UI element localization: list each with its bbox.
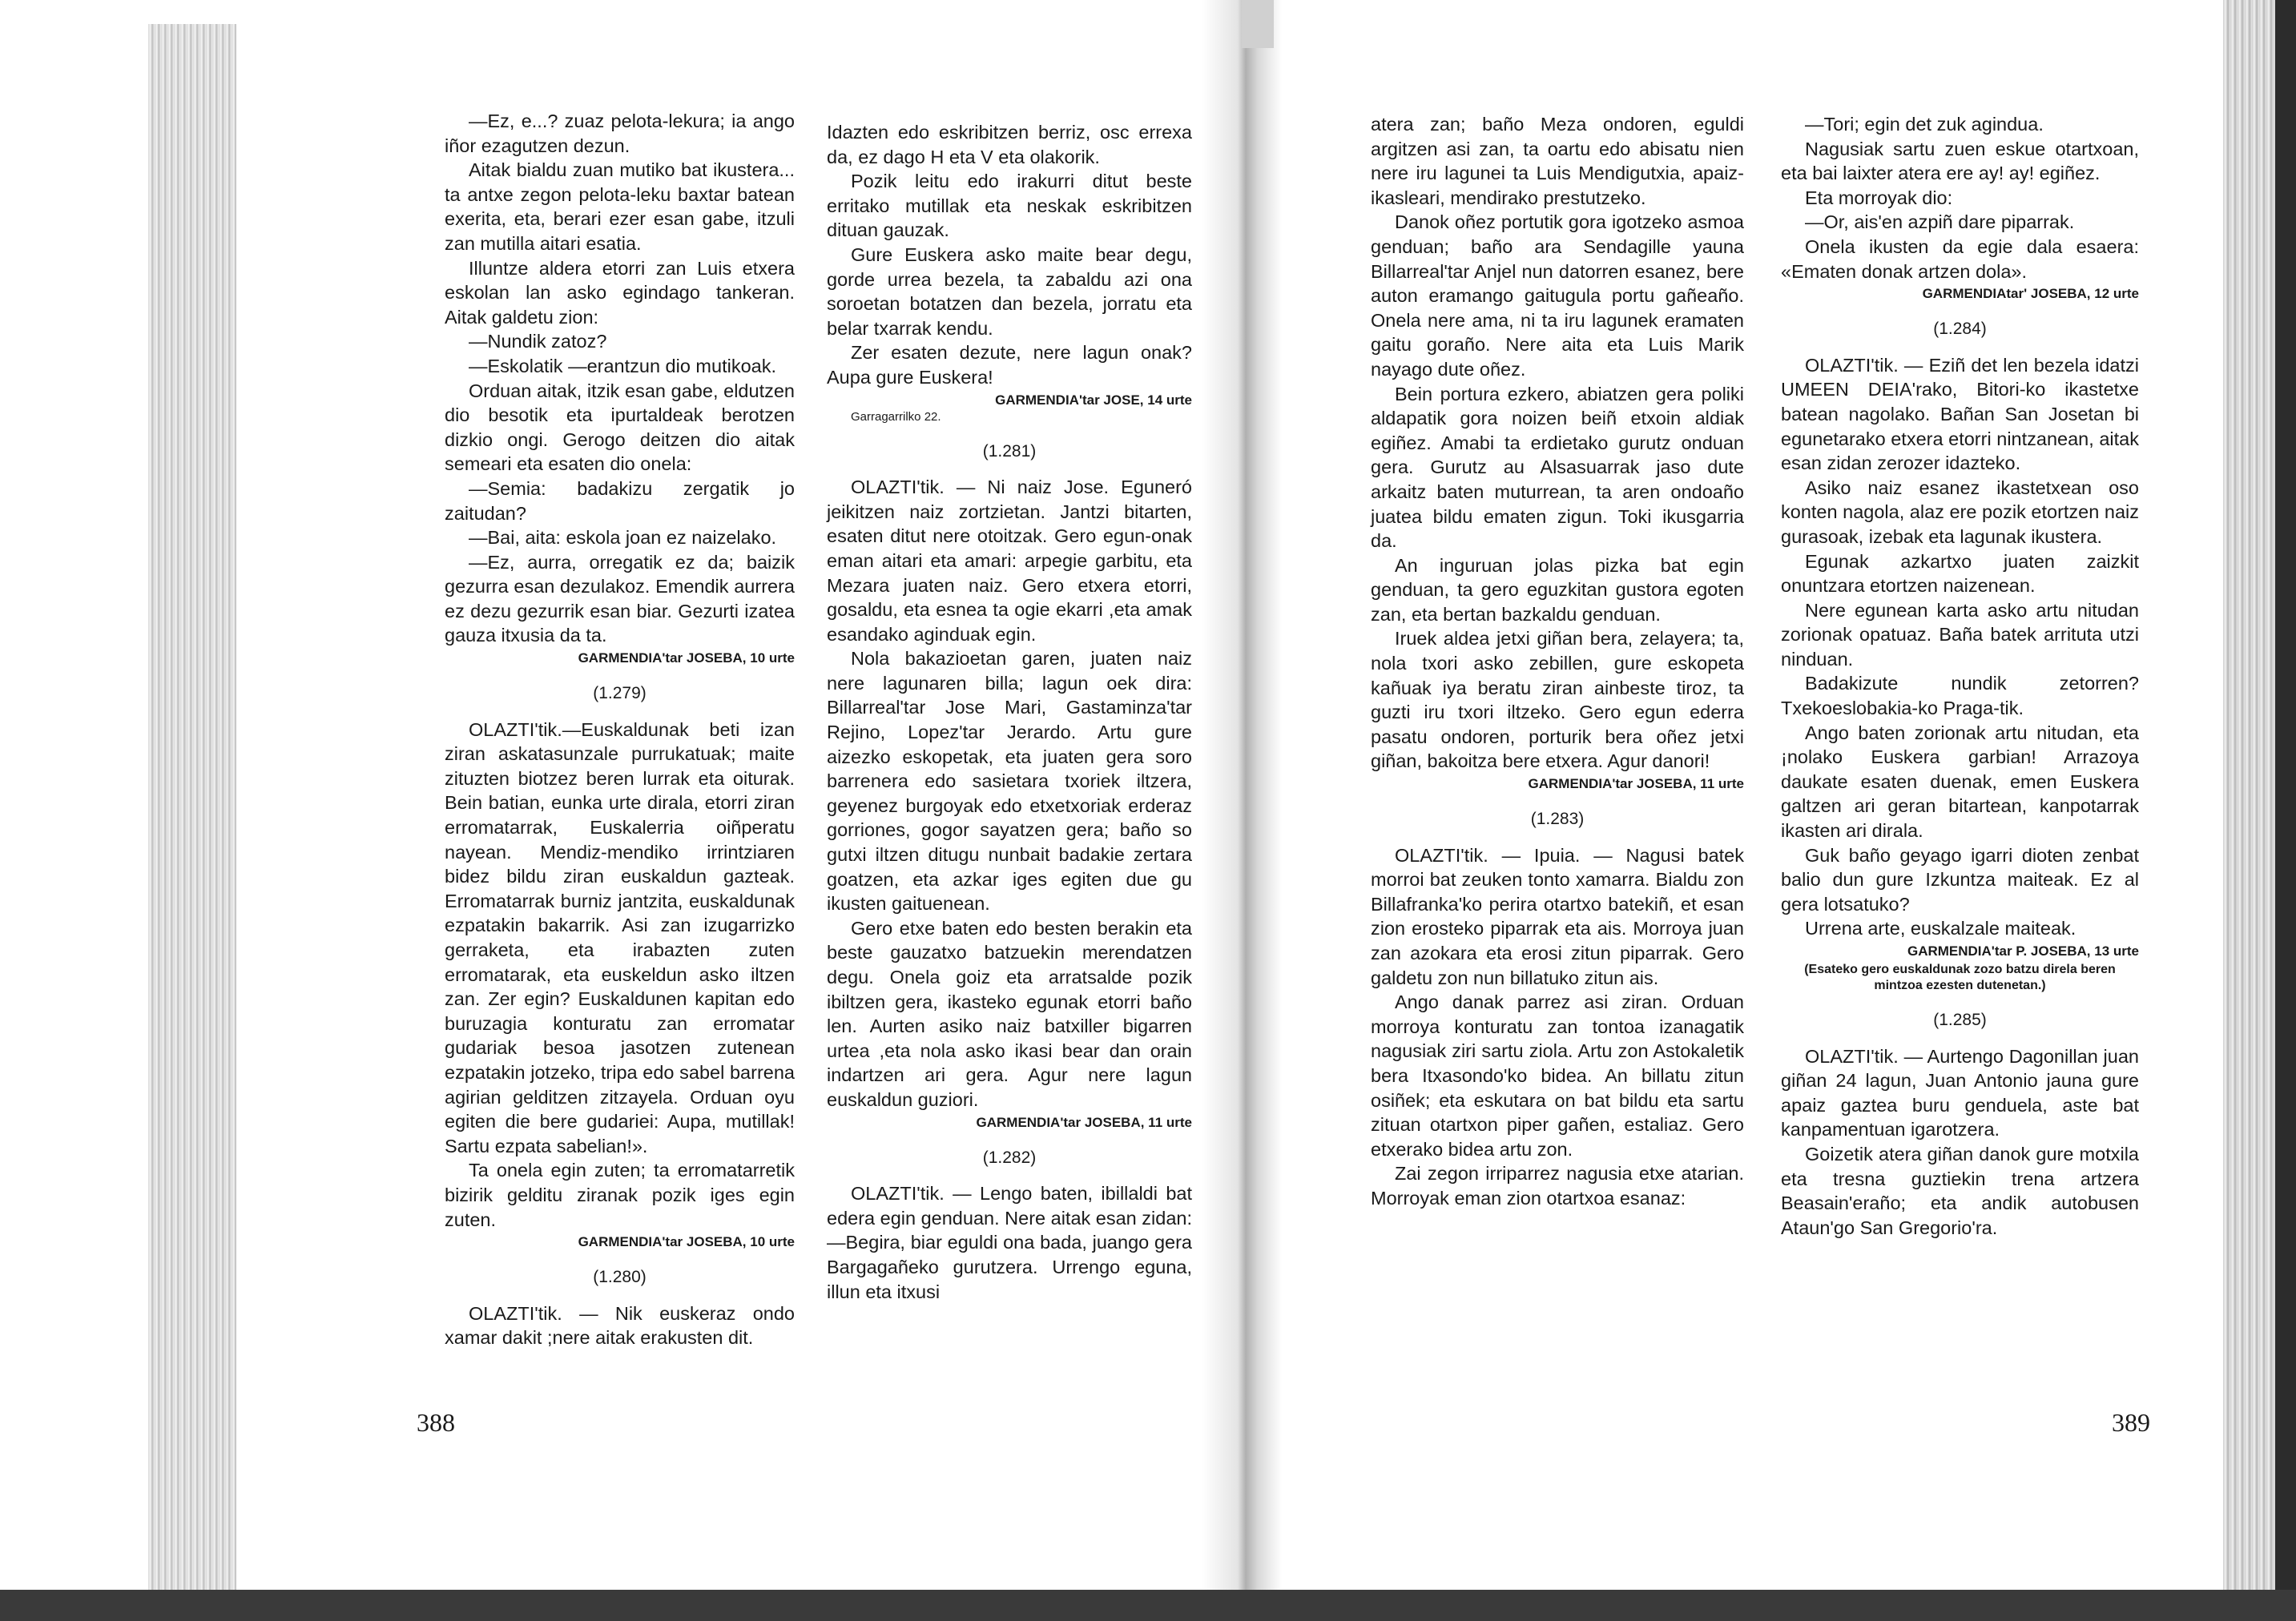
author-signature: GARMENDIAtar' JOSEBA, 12 urte [1922,286,2139,302]
paragraph: —Ez, aurra, orregatik ez da; baizik gezurra esan dezulakoz. Emendik aurrera ez dezu gezurrik esan biar. Gezurti izatea gauza itxusia da ta. [445,551,795,646]
author-signature: GARMENDIA'tar P. JOSEBA, 13 urte [1907,943,2139,959]
author-signature: GARMENDIA'tar JOSEBA, 11 urte [976,1114,1192,1130]
gutter-top-shadow [1242,0,1274,48]
paragraph: Ango danak parrez asi ziran. Orduan morroya konturatu zan tontoa izanagatik nagusiak ziri sartu ziola. Artu zon Astokaletik bera Itxasondo'ko bidea. An billatu zitun osiñek; eta eskutara on bat bildu eta sartu zituan otartxon piper gañen, estaliaz. Gero etxerako bidea artu zon. [1371,992,1744,1160]
right-page-column-2 [1781,112,2139,1240]
paragraph: Iruek aldea jetxi giñan bera, zelayera; ta, nola txori asko zebillen, gure eskopeta kañuak iya beratu ziran ainbeste tiroz, ta guzti iru txori iltzeko. Gero egun ederra pasatu ondoren, porturik bera oñez jetxi giñan, bakoitza bere etxera. Agur danori! [1371,628,1744,772]
book-page-edges-left [148,24,236,1590]
author-signature: GARMENDIA'tar JOSEBA, 11 urte [1528,776,1744,792]
paragraph: OLAZTI'tik. — Aurtengo Dagonillan juan giñan 24 lagun, Juan Antonio jauna gure apaiz gaztea buru genduela, aste bat kanpamentuan igarotzera. [1781,1045,2139,1140]
paragraph: Urrena arte, euskalzale maiteak. [1805,918,2076,939]
paragraph: atera zan; baño Meza ondoren, eguldi argitzen asi zan, ta oartu edo abisatu nien nere iru lagunei ta Luis Mendigutxia, apaiz-ikasleari, mendirako prestutzeko. [1371,114,1744,208]
left-page-column-1 [445,109,795,1350]
background-bottom [0,1590,2296,1621]
page-number-left: 388 [417,1408,455,1437]
paragraph: —Ez, e...? zuaz pelota-lekura; ia ango iñor ezagutzen dezun. [445,111,795,156]
letter-number: (1.284) [1933,320,1987,339]
paragraph: Gure Euskera asko maite bear degu, gorde urrea bezela, ta zabaldu azi ona soroetan botatzen dan bezela, jorratu eta belar txarrak kendu. [827,243,1192,339]
paragraph: Onela ikusten da egie dala esaera: «Ematen donak artzen dola». [1781,235,2139,282]
paragraph: OLAZTI'tik. — Nik euskeraz ondo xamar dakit ;nere aitak erakusten dit. [445,1302,795,1349]
paragraph: Nagusiak sartu zuen eskue otartxoan, eta bai laixter atera ere ay! ay! egiñez. [1781,138,2139,184]
paragraph: —Tori; egin det zuk agindua. [1805,114,2044,135]
paragraph: Guk baño geyago igarri dioten zenbat balio dun gure Izkuntza maiteak. Ez al gera lotsatuko? [1781,844,2139,915]
paragraph: Orduan aitak, itzik esan gabe, eldutzen dio besotik eta ipurtaldeak berotzen dizkio ongi. Gerogo deitzen dio aitak semeari eta esaten dio onela: [445,380,795,475]
paragraph: Aitak bialdu zuan mutiko bat ikustera... ta antxe zegon pelota-leku baxtar batean exerita, eta, berari ezer esan gabe, itzuli zan mutilla aitari esatia. [445,159,795,254]
paragraph: Bein portura ezkero, abiatzen gera poliki aldapatik gora noizen beiñ etxoin aldiak egiñez. Amabi ta erdietako gurutz onduan gera. Gurutz au Alsasuarrak jaso dute arkaitz baten muturrean, ta aren ondoaño juatea bildu ematen zigun. Toki ikusgarria da. [1371,383,1744,552]
letter-number: (1.279) [593,684,647,703]
paragraph: —Semia: badakizu zergatik jo zaitudan? [445,477,795,524]
paragraph: Goizetik atera giñan danok gure motxila eta tresna guztiekin trena artzera Beasain'eraño; eta andik autobusen Ataun'go San Gregorio'ra. [1781,1143,2139,1238]
paragraph: —Nundik zatoz? [469,331,607,352]
letter-number: (1.283) [1530,810,1585,829]
left-page-column-2 [827,120,1192,1304]
paragraph: —Bai, aita: eskola joan ez naizelako. [469,527,777,549]
date-line: Garragarrilko 22. [851,409,941,424]
paragraph: Zer esaten dezute, nere lagun onak? Aupa gure Euskera! [827,342,1192,388]
letter-number: (1.285) [1933,1011,1987,1029]
author-signature: GARMENDIA'tar JOSEBA, 10 urte [578,1234,795,1250]
background-left [0,0,148,1621]
paragraph: Nola bakazioetan garen, juaten naiz nere lagunaren billa; lagun oek dira: Billarreal'tar Jose Mari, Gastaminza'tar Rejino, Lopez'tar Jerardo. Artu gure aizezko eskopetak, eta juaten gera soro barrenera edo sasietara txoriek iltzera, geyenez burgoyak edo etxetxoriak erderaz gorriones, gogor sayatzen gera; baño so gutxi iltzen ditugu nunbait badakie zertara goatzen, eta azkar iges egiten due gu ikusten gaituenean. [827,648,1192,915]
paragraph: OLAZTI'tik.—Euskaldunak beti izan ziran askatasunzale purrukatuak; maite zituzten biotzez beren lurrak eta oiturak. Bein batian, eunka urte dirala, etorri ziran erromatarrak, Euskalerria oiñperatu nayean. Mendiz-mendiko irrintziaren bidez bildu ziran euskaldun gazteak. Erromatarrak burniz jantzita, euskaldunak ezpatakin bakarrik. Asi zan izugarrizko gerraketa, eta irabazten zuten erromatarak, eta euskeldun asko iltzen zan. Zer egin? Euskaldunen kapitan edo buruzagia konturatu zan erromatar gudariak besoa jasotzen zutenean ezpatakin jotzeko, tripa edo sabel barrena agirian gelditzen zitzayela. Orduan oyu egiten die bere gudariei: Aupa, mutillak! Sartu ezpata sabelian!». [445,718,795,1156]
paragraph: —Eskolatik —erantzun dio mutikoak. [469,355,776,376]
paragraph: OLAZTI'tik. — Ni naiz Jose. Eguneró jeikitzen naiz zortzietan. Jantzi bitarten, esaten ditut nere otoitzak. Gero egun-onak eman aitari eta amari: arpegie garbitu, eta Mezara juaten naiz. Gero etxera etorri, gosaldu, eta esnea ta ogie ekarri ,eta amak esandako aginduak egin. [827,477,1192,645]
paragraph: Badakizute nundik zetorren? Txekoeslobakia-ko Praga-tik. [1781,673,2139,719]
paragraph: Ta onela egin zuten; ta erromatarretik bizirik gelditu ziranak pozik iges egin zuten. [445,1160,795,1230]
paragraph: An inguruan jolas pizka bat egin genduan, ta gero eguzkitan gustora egoten zan, eta bertan bazkaldu genduan. [1371,554,1744,625]
paragraph: Pozik leitu edo irakurri ditut beste erritako mutillak eta neskak eskribitzen dituan gauzak. [827,171,1192,241]
page-number-right: 389 [2112,1408,2150,1437]
paragraph: Eta morroyak dio: [1805,187,1953,208]
author-signature: GARMENDIA'tar JOSE, 14 urte [995,392,1192,408]
paragraph: Zai zegon irriparrez nagusia etxe atarian. Morroyak eman zion otartxoa esanaz: [1371,1163,1744,1209]
paragraph: Egunak azkartxo juaten zaizkit onuntzara etortzen naizenean. [1781,550,2139,597]
paragraph: Nere egunean karta asko artu nitudan zorionak opatuaz. Baña batek arrituta utzi ninduan. [1781,599,2139,670]
paragraph: Danok oñez portutik gora igotzeko asmoa genduan; baño ara Sendagille yauna Billarreal'tar Anjel nun datorren esanez, bere auton eramango gaitugula portu gañeaño. Onela nere ama, ni ta iru lagunek eramaten gaitu goraño. Nere aita eta Luis Marik nayago dute oñez. [1371,211,1744,380]
editor-note: (Esateko gero euskaldunak zozo batzu direla beren mintzoa ezesten dutenetan.) [1804,963,2116,992]
background-right [2275,0,2296,1621]
book-gutter [1202,0,1282,1590]
paragraph: OLAZTI'tik. — Ipuia. — Nagusi batek morroi bat zeuken tonto xamarra. Bialdu zon Billafranka'ko perira otartxo batekiñ, et esan zion erosteko piparrak eta ais. Morroya juan zan azokara eta erosi zitun piparrak. Gero galdetu zon nun billatuko zitun ais. [1371,844,1744,988]
paragraph: Illuntze aldera etorri zan Luis etxera eskolan lan asko egindago tankeran. Aitak galdetu zion: [445,257,795,328]
paragraph: OLAZTI'tik. — Eziñ det len bezela idatzi UMEEN DEIA'rako, Bitori-ko ikastetxe batean nagolako. Bañan San Josetan bi egunetarako etxera etorri nintzanean, aitak esan zidan zerozer idazteko. [1781,354,2139,474]
paragraph: Idazten edo eskribitzen berriz, osc errexa da, ez dago H eta V eta olakorik. [827,122,1192,167]
paragraph: Gero etxe baten edo besten berakin eta beste gauzatxo batzuekin merendatzen degu. Onela goiz eta arratsalde pozik ibiltzen gera, ikasteko egunak etorri baño len. Aurten asiko naiz batxiller bigarren urtea ,eta nola asko ikasi bear dan orain indartzen ari gera. Agur nere lagun euskaldun guziori. [827,917,1192,1110]
right-page-column-1 [1371,112,1744,1211]
paragraph: OLAZTI'tik. — Lengo baten, ibillaldi bat edera egin genduan. Nere aitak esan zidan: —Begira, biar eguldi ona bada, juango gera Bargagañeko gurutzera. Urrengo eguna, illun eta itxusi [827,1183,1192,1302]
author-signature: GARMENDIA'tar JOSEBA, 10 urte [578,650,795,666]
letter-number: (1.280) [593,1268,647,1287]
letter-number: (1.282) [982,1148,1037,1167]
paragraph: —Or, ais'en azpiñ dare piparrak. [1805,211,2075,233]
paragraph: Ango baten zorionak artu nitudan, eta ¡nolako Euskera garbian! Arrazoya daukate esaten duenak, emen Euskera galtzen ari geran bitartean, kanpotarrak ikasten ari dirala. [1781,722,2139,842]
letter-number: (1.281) [982,441,1037,461]
paragraph: Asiko naiz esanez ikastetxean oso konten nagola, alaz ere pozik etortzen naiz gurasoak, izebak eta lagunak ikustera. [1781,477,2139,547]
